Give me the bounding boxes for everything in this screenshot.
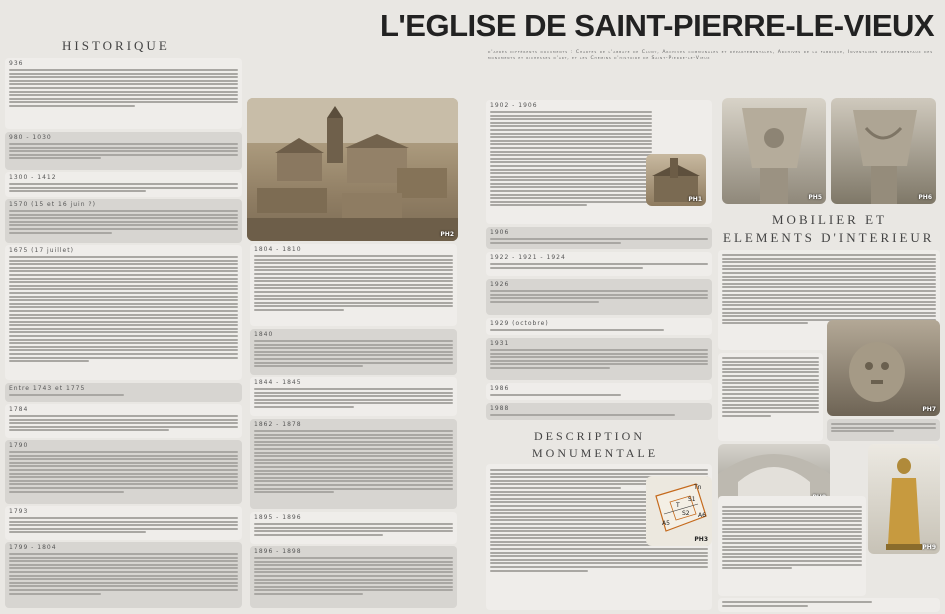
plan-label-a5: A5: [662, 520, 670, 527]
plan-label-t: T: [676, 502, 680, 509]
timeline-year: 936: [9, 60, 24, 67]
timeline-year: 1896 - 1898: [254, 548, 302, 555]
statue-photo-ph9: [868, 444, 940, 554]
timeline-block-1799: [5, 542, 242, 608]
photo-tag: PH3: [694, 536, 708, 543]
timeline-block-1790: [5, 440, 242, 504]
description-heading-line1: DESCRIPTION: [534, 429, 646, 443]
timeline-block-980: [5, 132, 242, 170]
capital-illustration: [722, 98, 826, 204]
timeline-block-1922: [486, 252, 712, 276]
timeline-year: 1844 - 1845: [254, 379, 302, 386]
timeline-block-1931: [486, 338, 712, 380]
capital-photo-ph5: [722, 98, 826, 204]
page-subtitle: d'après différents documents : Chartes de l'abbaye de Cluny, Archives communales et départementales, Archives de la fabrique, Inventaires départementaux des monuments et richesses d'art, et les Chemins d'histoire de Saint-Pierre-le-Vieux: [488, 50, 933, 61]
footer-credits: [718, 598, 940, 612]
timeline-block-936: [5, 58, 242, 129]
timeline-year: 1906: [490, 229, 510, 236]
village-illustration: [247, 98, 458, 241]
timeline-block-1793: [5, 506, 242, 540]
historique-heading: HISTORIQUE: [62, 38, 170, 53]
sculpture-illustration: [827, 320, 940, 416]
timeline-year: 1799 - 1804: [9, 544, 57, 551]
timeline-block-1804: [250, 244, 457, 326]
photo-tag: PH7: [922, 406, 936, 413]
timeline-year: 980 - 1030: [9, 134, 52, 141]
timeline-year: 1675 (17 juillet): [9, 247, 74, 254]
plan-label-a6: A6: [698, 512, 706, 519]
description-heading-line2: MONUMENTALE: [532, 446, 659, 460]
timeline-block-1926: [486, 279, 712, 315]
timeline-year: 1902 - 1906: [490, 102, 538, 109]
timeline-year: 1931: [490, 340, 510, 347]
interior-photo-ph8: [718, 444, 830, 504]
timeline-block-1844: [250, 377, 457, 416]
mobilier-text-block-4: [718, 496, 866, 596]
capital-photo-ph6: [831, 98, 936, 204]
mobilier-text-block-3: [827, 419, 940, 441]
timeline-year: 1784: [9, 406, 29, 413]
timeline-year: 1793: [9, 508, 29, 515]
photo-tag: PH5: [808, 194, 822, 201]
page-title: L'EGLISE DE SAINT-PIERRE-LE-VIEUX: [380, 8, 935, 43]
timeline-year: 1840: [254, 331, 274, 338]
timeline-block-1929: [486, 318, 712, 335]
sculpture-photo-ph7: [827, 320, 940, 416]
timeline-block-1570: [5, 199, 242, 243]
timeline-year: Entre 1743 et 1775: [9, 385, 86, 392]
photo-tag: PH6: [918, 194, 932, 201]
plan-label-s2: S2: [682, 510, 690, 517]
timeline-year: 1988: [490, 405, 510, 412]
timeline-block-1896: [250, 546, 457, 608]
timeline-year: 1922 - 1921 - 1924: [490, 254, 566, 261]
timeline-block-1675: [5, 245, 242, 380]
timeline-year: 1862 - 1878: [254, 421, 302, 428]
village-photo-ph2: [247, 98, 458, 241]
timeline-block-1986: [486, 383, 712, 400]
photo-tag: PH2: [440, 231, 454, 238]
church-photo-ph1: [646, 154, 706, 206]
timeline-block-1862: [250, 419, 457, 509]
capital-illustration: [831, 98, 936, 204]
mobilier-text-block-2: [718, 353, 823, 441]
statue-illustration: [868, 444, 940, 554]
timeline-block-1906: [486, 227, 712, 249]
photo-tag: PH9: [922, 544, 936, 551]
timeline-block-1300: [5, 172, 242, 197]
timeline-year: 1986: [490, 385, 510, 392]
timeline-block-1743: [5, 383, 242, 402]
timeline-block-1784: [5, 404, 242, 438]
timeline-block-1895: [250, 512, 457, 544]
timeline-block-1988: [486, 403, 712, 420]
timeline-year: 1926: [490, 281, 510, 288]
timeline-block-1840: [250, 329, 457, 375]
mobilier-heading-line2: ELEMENTS D'INTERIEUR: [723, 230, 935, 245]
plan-label-tn: Tn: [694, 484, 702, 491]
timeline-year: 1790: [9, 442, 29, 449]
photo-tag: PH1: [688, 196, 702, 203]
timeline-year: 1895 - 1896: [254, 514, 302, 521]
mobilier-heading-line1: MOBILIER ET: [772, 212, 887, 227]
timeline-year: 1300 - 1412: [9, 174, 57, 181]
timeline-year: 1929 (octobre): [490, 320, 549, 327]
church-plan-ph3: [646, 476, 712, 546]
timeline-year: 1570 (15 et 16 juin ?): [9, 201, 96, 208]
timeline-year: 1804 - 1810: [254, 246, 302, 253]
plan-label-s1: S1: [688, 496, 696, 503]
